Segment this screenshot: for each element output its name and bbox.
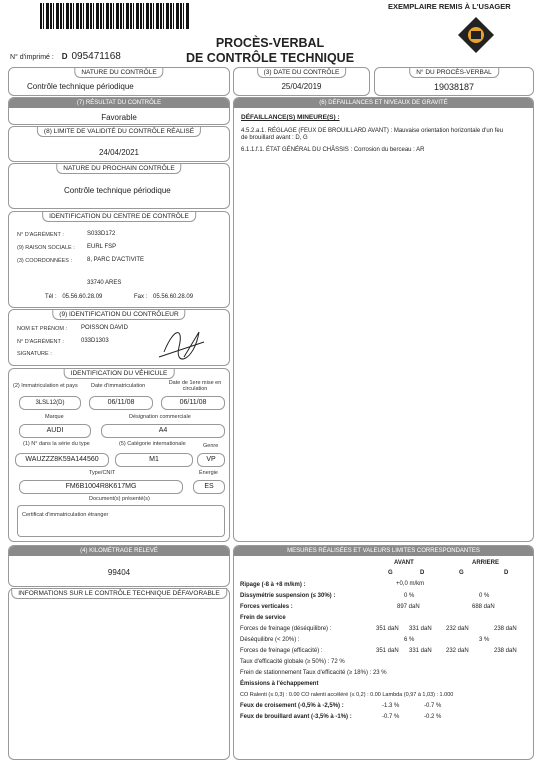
signature [154,322,214,364]
copy-label: EXEMPLAIRE REMIS À L'USAGER [388,2,511,11]
next-control-box: NATURE DU PROCHAIN CONTRÔLE Contrôle technique périodique [8,163,230,209]
defaillances-box: (6) DÉFAILLANCES ET NIVEAUX DE GRAVITÉ DÉFAILLANCE(S) MINEURE(S) : 4.5.2.a.1. RÉGLAGE (FEUX DE BROUILLARD AVANT) : Mauvaise orientation horizontale d'un feu de brouillard avant : D, G 6.1.1.f.1. ÉTAT GÉNÉRAL DU CHÂSSIS : Corrosion du berceau : AR [233,97,534,542]
km-box: (4) KILOMÉTRAGE RELEVÉ 99404 [8,545,230,587]
nature-box: NATURE DU CONTRÔLE Contrôle technique périodique [8,67,230,96]
validity-box: (8) LIMITE DE VALIDITÉ DU CONTRÔLE RÉALISÉ 24/04/2021 [8,126,230,162]
date-box: (3) DATE DU CONTRÔLE 25/04/2019 [233,67,370,96]
barcode [40,3,190,29]
logo-icon [458,17,494,53]
defaillance-item: 4.5.2.a.1. RÉGLAGE (FEUX DE BROUILLARD AVANT) : Mauvaise orientation horizontale d'un feu de brouillard avant : D, G [241,128,504,141]
result-box: (7) RÉSULTAT DU CONTRÔLE Favorable [8,97,230,125]
printed-number: N° d'imprimé : D 095471168 [10,51,121,62]
mesures-box: MESURES RÉALISÉES ET VALEURS LIMITES CORRESPONDANTES AVANT ARRIERE G D G D Ripage (-8 à +8 m/km) : +0,0 m/km Dissymétrie suspension (≤ 30%) : 0 % 0 % Forces verticales : 897 daN 688 daN Frein de service Forces de freinage (déséquilibre) : 351 daN 331 daN 232 daN 238 daN Déséquilibre (< 20%) : 6 % 3 % Forces de freinage (efficacité) : 351 daN 331 daN 232 daN 238 daN Taux d'efficacité globale (≥ 50%) : 72 % Frein de stationnement Taux d'efficacité (≥ 18%) : 23 % Émissions à l'échappement CO Ralenti (≤ 0,3) : 0.00 CO ralenti accéléré (≤ 0,2) : 0.00 Lambda (0,97 à 1,03) : 1.000 Feux de croisement (-0,5% à -2,5%) : -1.3 % -0.7 % Feux de brouillard avant (-3,5% à -1%) : -0.7 % -0.2 % [233,545,534,760]
controleur-box: (9) IDENTIFICATION DU CONTRÔLEUR NOM ET PRÉNOM : POISSON DAVID N° D'AGRÉMENT : 033D1303 SIGNATURE : [8,309,230,366]
defaillance-item: 6.1.1.f.1. ÉTAT GÉNÉRAL DU CHÂSSIS : Corrosion du berceau : AR [241,147,425,153]
pv-box: N° DU PROCÈS-VERBAL 19038187 [374,67,534,96]
page-title: PROCÈS-VERBAL DE CONTRÔLE TECHNIQUE [185,36,355,65]
documents-field: Certificat d'immatriculation étranger [17,505,225,537]
info-defavorable-box: INFORMATIONS SUR LE CONTRÔLE TECHNIQUE DÉFAVORABLE [8,588,230,760]
vehicule-box: IDENTIFICATION DU VÉHICULE (2) Immatriculation et pays Date d'immatriculation Date de 1ere mise en circulation 3LSL12(D) 06/11/08 06/11/08 Marque Désignation commerciale AUDI A4 (1) N° dans la série du type (5) Catégorie internationale Genre WAUZZZ8K59A144560 M1 VP Type/CNIT Énergie FM6B1004R8K617MG ES Document(s) présenté(s) Certificat d'immatriculation étranger [8,368,230,542]
centre-box: IDENTIFICATION DU CENTRE DE CONTRÔLE N° D'AGRÉMENT : S033D172 (9) RAISON SOCIALE : EURL FSP (3) COORDONNÉES : 8, PARC D'ACTIVITE 33740 ARES Tél : 05.56.60.28.09 Fax : 05.56.60.28.09 [8,211,230,308]
